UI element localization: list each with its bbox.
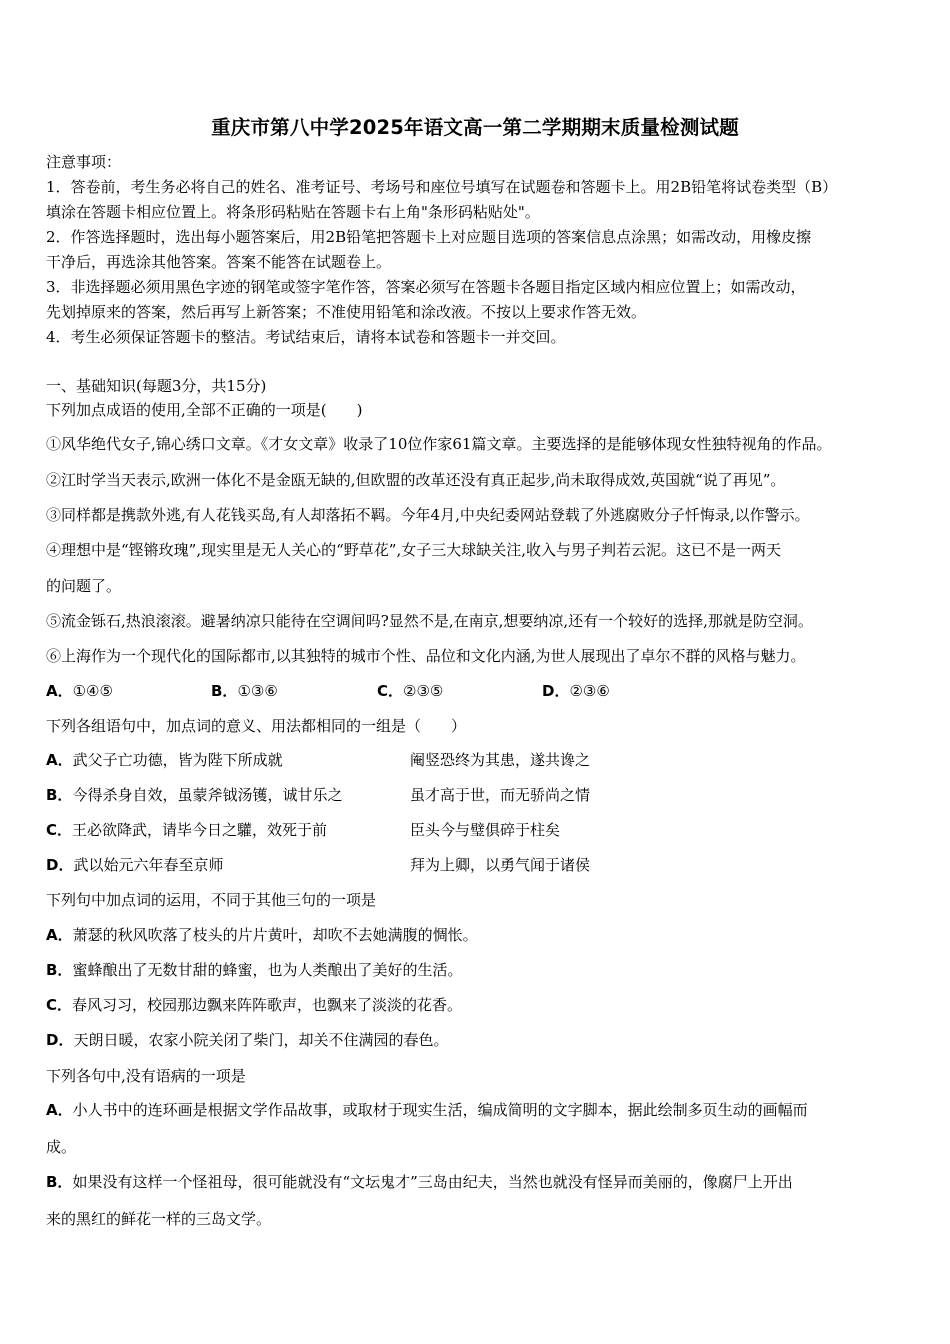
option-text: 小人书中的连环画是根据文学作品故事，或取材于现实生活，编成简明的文字脚本，据此绘制多页生动的画幅而 <box>72 1101 808 1119</box>
option-text: 今得杀身自效，虽蒙斧钺汤镬，诚甘乐之 <box>72 786 343 804</box>
notice-line: 2．作答选择题时，选出每小题答案后，用2B铅笔把答题卡上对应题目选项的答案信息点涂黑；如需改动，用橡皮擦 <box>46 228 812 246</box>
option-text-right: 阉竖恐终为其患，遂共谗之 <box>410 751 591 769</box>
notice-line: 1．答卷前，考生务必将自己的姓名、准考证号、考场号和座位号填写在试题卷和答题卡上。用2B铅笔将试卷类型（B） <box>46 178 838 196</box>
option-text: 春风习习，校园那边飘来阵阵歌声，也飘来了淡淡的花香。 <box>72 996 463 1014</box>
option-label: A． <box>46 751 73 769</box>
option-text: 武以始元六年春至京师 <box>73 856 224 874</box>
option-label: C． <box>46 996 73 1014</box>
answer-option[interactable] <box>46 785 342 805</box>
notice-line: 填涂在答题卡相应位置上。将条形码粘贴在答题卡右上角"条形码粘贴处"。 <box>46 203 540 221</box>
question-item: 的问题了。 <box>46 577 122 595</box>
section-heading: 一、基础知识(每题3分，共15分) <box>46 377 267 395</box>
answer-option[interactable] <box>46 681 113 701</box>
question-item: ③同样都是携款外逃,有人花钱买岛,有人却落拓不羁。今年4月,中央纪委网站登载了外逃腐败分子忏悔录,以作警示。 <box>46 506 810 524</box>
option-label: B． <box>46 1173 73 1191</box>
option-text-right: 虽才高于世，而无骄尚之情 <box>410 786 591 804</box>
notice-line: 干净后，再选涂其他答案。答案不能答在试题卷上。 <box>46 253 392 271</box>
option-label: B． <box>46 961 73 979</box>
question-item: ⑥上海作为一个现代化的国际都市,以其独特的城市个性、品位和文化内涵,为世人展现出了卓尔不群的风格与魅力。 <box>46 647 806 665</box>
answer-option[interactable] <box>46 820 327 840</box>
question-stem: 下列各组语句中，加点词的意义、用法都相同的一组是（ ） <box>46 717 467 735</box>
notice-heading: 注意事项： <box>46 153 122 171</box>
question-item: ⑤流金铄石,热浪滚滚。避暑纳凉只能待在空调间吗?显然不是,在南京,想要纳凉,还有一个较好的选择,那就是防空洞。 <box>46 612 813 630</box>
option-label: C． <box>46 821 73 839</box>
option-text: ②③⑥ <box>569 682 610 700</box>
option-text: 萧瑟的秋风吹落了枝头的片片黄叶，却吹不去她满腹的惆怅。 <box>72 926 478 944</box>
answer-option[interactable] <box>46 750 283 770</box>
option-text: ①④⑤ <box>72 682 113 700</box>
question-item: ④理想中是“铿锵玫瑰”,现实里是无人关心的“野草花”,女子三大球缺关注,收入与男子判若云泥。这已不是一两天 <box>46 541 781 559</box>
answer-option[interactable] <box>46 960 462 980</box>
answer-option[interactable] <box>211 681 278 701</box>
question-stem: 下列各句中,没有语病的一项是 <box>46 1067 246 1085</box>
option-text: ①③⑥ <box>237 682 278 700</box>
option-text: 天朗日暖，农家小院关闭了柴门，却关不住满园的春色。 <box>73 1031 449 1049</box>
answer-option[interactable] <box>377 681 443 701</box>
option-label: C． <box>377 682 404 700</box>
notice-line: 3．非选择题必须用黑色字迹的钢笔或签字笔作答，答案必须写在答题卡各题目指定区域内相应位置上；如需改动， <box>46 278 806 296</box>
notice-line: 先划掉原来的答案，然后再写上新答案；不准使用铅笔和涂改液。不按以上要求作答无效。 <box>46 303 647 321</box>
option-text: 蜜蜂酿出了无数甘甜的蜂蜜，也为人类酿出了美好的生活。 <box>72 961 463 979</box>
option-label: D． <box>542 682 570 700</box>
page-title: 重庆市第八中学2025年语文高一第二学期期末质量检测试题 <box>211 116 739 139</box>
question-stem: 下列句中加点词的运用，不同于其他三句的一项是 <box>46 891 377 909</box>
question-item: ②江时学当天表示,欧洲一体化不是金瓯无缺的,但欧盟的改革还没有真正起步,尚未取得成效,英国就“说了再见”。 <box>46 471 786 489</box>
notice-line: 4．考生必须保证答题卡的整洁。考试结束后，请将本试卷和答题卡一并交回。 <box>46 328 566 346</box>
answer-option[interactable] <box>46 855 223 875</box>
option-text: 王必欲降武，请毕今日之驩，效死于前 <box>72 821 328 839</box>
option-text-continued: 成。 <box>46 1138 77 1156</box>
option-text-right: 臣头今与璧俱碎于柱矣 <box>410 821 561 839</box>
answer-option[interactable] <box>46 995 462 1015</box>
answer-option[interactable] <box>46 925 478 945</box>
answer-option[interactable] <box>46 1030 448 1050</box>
option-label: B． <box>211 682 238 700</box>
option-text: 武父子亡功德，皆为陛下所成就 <box>72 751 283 769</box>
option-label: D． <box>46 856 74 874</box>
option-label: A． <box>46 926 73 944</box>
answer-option[interactable] <box>46 1100 808 1120</box>
option-text: ②③⑤ <box>403 682 444 700</box>
option-text-right: 拜为上卿，以勇气闻于诸侯 <box>410 856 591 874</box>
option-text: 如果没有这样一个怪祖母，很可能就没有“文坛鬼才”三岛由纪夫，当然也就没有怪异而美丽的，像腐尸上开出 <box>72 1173 793 1191</box>
question-stem: 下列加点成语的使用,全部不正确的一项是( ) <box>46 401 363 419</box>
option-label: B． <box>46 786 73 804</box>
option-text-continued: 来的黑红的鲜花一样的三岛文学。 <box>46 1210 272 1228</box>
option-label: D． <box>46 1031 74 1049</box>
answer-option[interactable] <box>542 681 610 701</box>
option-label: A． <box>46 682 73 700</box>
option-label: A． <box>46 1101 73 1119</box>
answer-option[interactable] <box>46 1172 793 1192</box>
question-item: ①风华绝代女子,锦心绣口文章。《才女文章》收录了10位作家61篇文章。主要选择的是能够体现女性独特视角的作品。 <box>46 435 832 453</box>
